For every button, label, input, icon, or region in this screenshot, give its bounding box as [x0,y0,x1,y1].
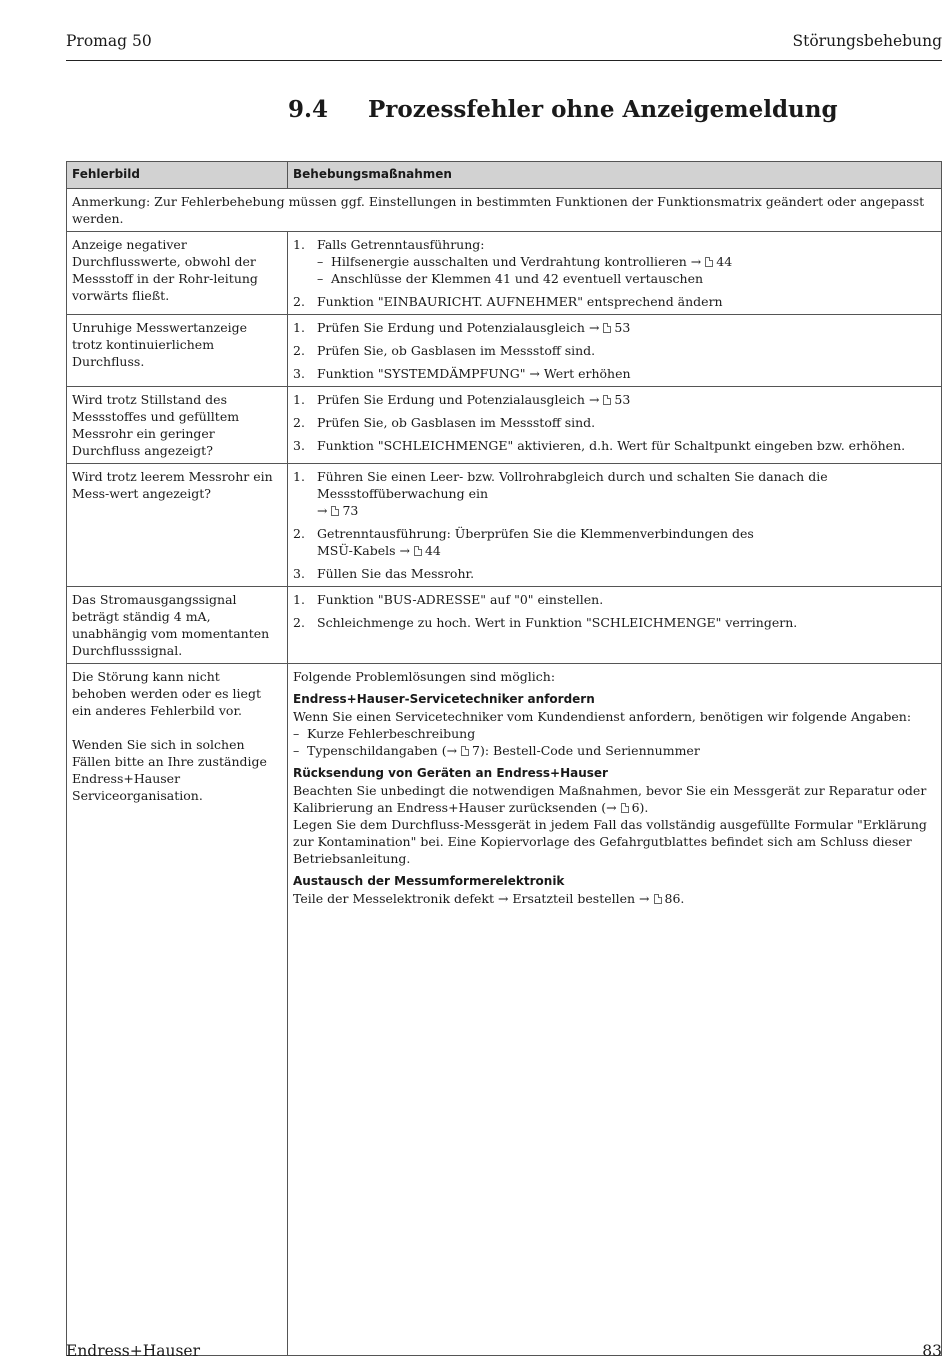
list-item: 1. Prüfen Sie Erdung und Potenzialausgleich → 53 [293,392,631,407]
remedy-cell [288,387,942,464]
list-item: 1. Funktion "BUS-ADRESSE" auf "0" einstellen. [293,592,604,607]
page-ref-icon [654,894,662,904]
note-row [67,189,942,232]
page-header [66,32,942,61]
footer-company: Endress+Hauser [66,1342,200,1360]
column-header-symptom: Fehlerbild [67,162,288,189]
table-header-row [67,162,942,189]
page-ref-icon [414,546,422,556]
table-row [67,315,942,387]
symptom-cell: Unruhige Messwertanzeige trotz kontinuierlichem Durchfluss. [67,315,288,387]
remedy-cell [288,464,942,587]
subheading-return: Rücksendung von Geräten an Endress+Hauser [293,766,608,780]
table-row [67,664,942,1356]
list-item: 3. Funktion "SCHLEICHMENGE" aktivieren, d.h. Wert für Schaltpunkt eingeben bzw. erhöhen. [293,438,906,453]
list-item: 2. Funktion "EINBAURICHT. AUFNEHMER" entsprechend ändern [293,294,723,309]
table-row [67,587,942,664]
page-ref-icon [461,746,469,756]
table-row [67,387,942,464]
symptom-cell: Wird trotz Stillstand des Messstoffes und gefülltem Messrohr ein geringer Durchfluss angezeigt? [67,387,288,464]
list-item: 1. Falls Getrenntausführung: – Hilfsenergie ausschalten und Verdrahtung kontrollieren → 44 – Anschlüsse der Klemmen 41 und 42 eventuell vertauschen [293,237,733,286]
list-item: 2. Prüfen Sie, ob Gasblasen im Messstoff sind. [293,343,596,358]
remedy-cell [288,315,942,387]
page-ref-icon [705,257,713,267]
header-product: Promag 50 [66,32,152,50]
list-item: 1. Führen Sie einen Leer- bzw. Vollrohrabgleich durch und schalten Sie danach die Messstoffüberwachung ein → 73 [293,469,828,518]
list-item: 3. Füllen Sie das Messrohr. [293,566,475,581]
symptom-cell: Wird trotz leerem Messrohr ein Mess-wert angezeigt? [67,464,288,587]
subheading-electronics: Austausch der Messumformerelektronik [293,874,565,888]
list-item: 1. Prüfen Sie Erdung und Potenzialausgleich → 53 [293,320,631,335]
section-title [288,96,838,123]
list-item: 3. Funktion "SYSTEMDÄMPFUNG" → Wert erhöhen [293,366,631,381]
table-row [67,464,942,587]
symptom-cell: Die Störung kann nicht behoben werden oder es liegt ein anderes Fehlerbild vor. Wenden Sie sich in solchen Fällen bitte an Ihre zuständige Endress+Hauser Serviceorganisation. [67,664,288,1356]
subheading-service: Endress+Hauser-Servicetechniker anfordern [293,692,595,706]
section-heading: Prozessfehler ohne Anzeigemeldung [368,96,838,123]
header-chapter: Störungsbehebung [792,32,942,50]
page-ref-icon [603,323,611,333]
list-item: 2. Getrenntausführung: Überprüfen Sie die Klemmenverbindungen des MSÜ-Kabels → 44 [293,526,754,558]
remedy-cell [288,232,942,315]
page-ref-icon [331,506,339,516]
troubleshooting-table [66,161,942,1356]
list-item: 2. Schleichmenge zu hoch. Wert in Funktion "SCHLEICHMENGE" verringern. [293,615,798,630]
table-row [67,232,942,315]
table-note: Anmerkung: Zur Fehlerbehebung müssen ggf. Einstellungen in bestimmten Funktionen der Funktionsmatrix geändert oder angepasst werden. [67,189,942,232]
column-header-remedy: Behebungsmaßnahmen [288,162,942,189]
symptom-cell: Das Stromausgangssignal beträgt ständig 4 mA, unabhängig vom momentanten Durchflusssignal. [67,587,288,664]
page-ref-icon [603,395,611,405]
section-number: 9.4 [288,96,329,123]
remedy-cell [288,587,942,664]
page-ref-icon [621,803,629,813]
remedy-cell: Folgende Problemlösungen sind möglich: Endress+Hauser-Servicetechniker anfordern Wenn Sie einen Servicetechniker vom Kundendienst anfordern, benötigen wir folgende Angaben: – Kurze Fehlerbeschreibung – Typenschildangaben (→ 7): Bestell-Code und Seriennummer Rücksendung von Geräten an Endress+Hauser Beachten Sie unbedingt die notwendigen Maßnahmen, bevor Sie ein Messgerät zur Reparatur oder Kalibrierung an Endress+Hauser zurücksenden (→ 6). Legen Sie dem Durchfluss-Messgerät in jedem Fall das vollständig ausgefüllte Formular "Erklärung zur Kontamination" bei. Eine Kopiervorlage des Gefahrgutblattes befindet sich am Schluss dieser Betriebsanleitung. Austausch der Messumformerelektronik Teile der Messelektronik defekt → Ersatzteil bestellen → 86. [288,664,942,1356]
list-item: 2. Prüfen Sie, ob Gasblasen im Messstoff sind. [293,415,596,430]
page-number: 83 [922,1342,942,1360]
symptom-cell: Anzeige negativer Durchflusswerte, obwohl der Messstoff in der Rohr-leitung vorwärts fließt. [67,232,288,315]
